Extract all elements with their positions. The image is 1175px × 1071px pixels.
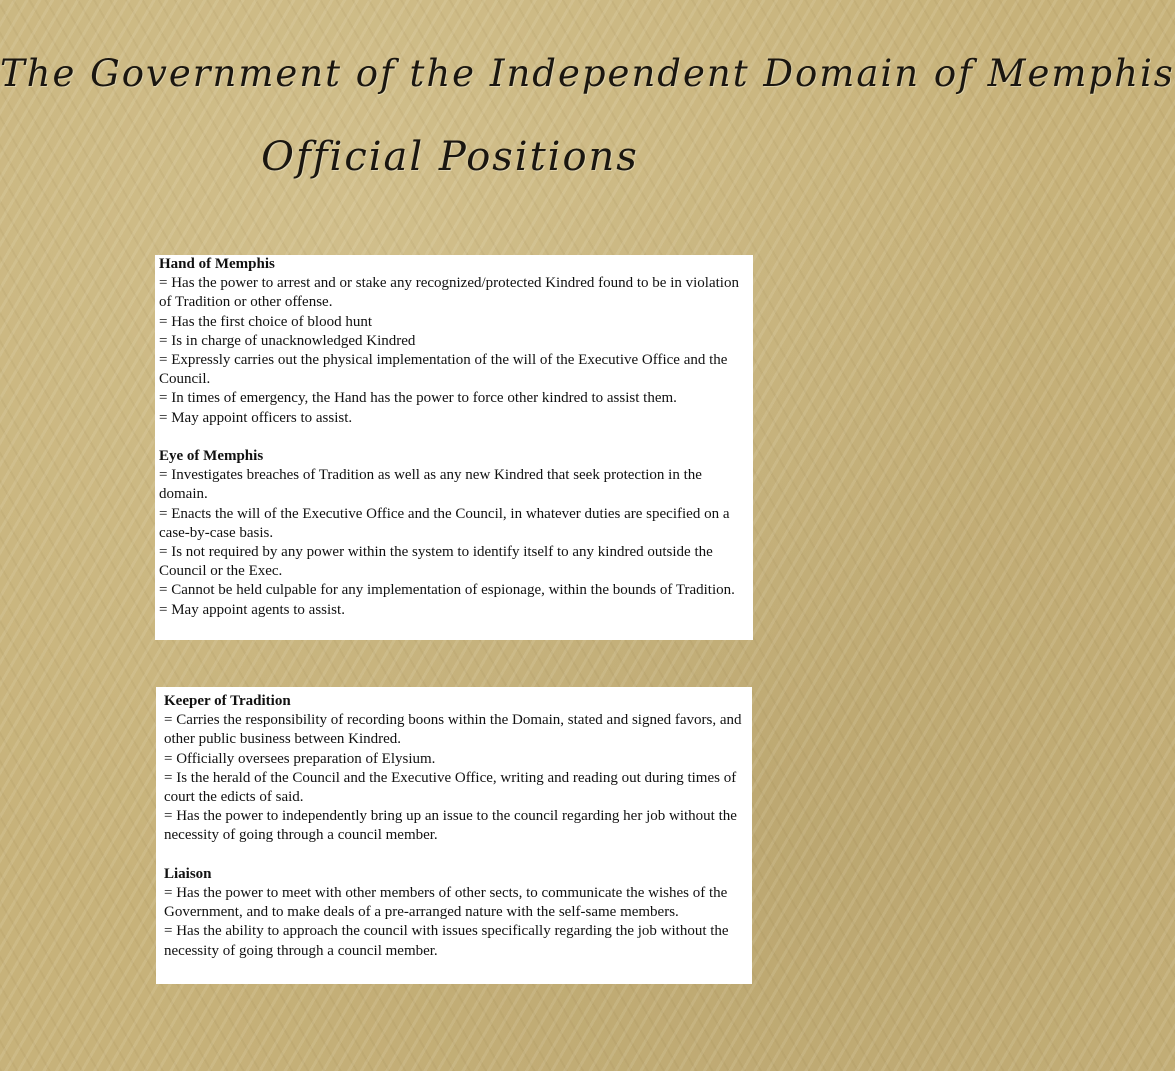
section-heading: Keeper of Tradition <box>164 693 291 709</box>
duty-item: = Is not required by any power within the system to identify itself to any kindred outside the Council or the Exec. <box>159 544 713 580</box>
duty-item: = Has the ability to approach the council with issues specifically regarding the job without the necessity of going through a council member. <box>164 923 729 959</box>
duty-item: = Is in charge of unacknowledged Kindred <box>159 332 416 349</box>
duty-item: = May appoint officers to assist. <box>159 409 353 426</box>
duty-item: = Has the power to independently bring up an issue to the council regarding her job without the necessity of going through a council member. <box>164 808 737 844</box>
duty-item: = Investigates breaches of Tradition as well as any new Kindred that seek protection in the domain. <box>159 467 702 503</box>
duty-item: = Cannot be held culpable for any implementation of espionage, within the bounds of Tradition. <box>159 582 735 599</box>
section-liaison <box>164 865 748 961</box>
section-heading: Liaison <box>164 865 212 882</box>
section-keeper-of-tradition <box>164 692 748 846</box>
duty-item: = Has the power to meet with other members of other sects, to communicate the wishes of the Government, and to make deals of a pre-arranged nature with the self-same members. <box>164 885 728 921</box>
section-hand-of-memphis <box>159 255 751 428</box>
positions-panel-1 <box>155 255 753 640</box>
duty-item: = May appoint agents to assist. <box>159 601 345 618</box>
duty-item: = Carries the responsibility of recording boons within the Domain, stated and signed favors, and other public business between Kindred. <box>164 712 742 748</box>
section-heading: Eye of Memphis <box>159 448 264 465</box>
duty-item: = Enacts the will of the Executive Office and the Council, in whatever duties are specified on a case-by-case basis. <box>159 505 730 541</box>
section-eye-of-memphis <box>159 447 751 620</box>
page-title: The Government of the Independent Domain of Memphis <box>0 52 1175 95</box>
duty-item: = Officially oversees preparation of Elysium. <box>164 750 436 767</box>
duty-item: = In times of emergency, the Hand has the power to force other kindred to assist them. <box>159 390 677 407</box>
positions-panel-2 <box>156 687 752 984</box>
page-subtitle: Official Positions <box>261 134 639 180</box>
duty-item: = Has the power to arrest and or stake any recognized/protected Kindred found to be in violation of Tradition or other offense. <box>159 275 739 311</box>
section-heading: Hand of Memphis <box>159 256 275 272</box>
duty-item: = Expressly carries out the physical implementation of the will of the Executive Office and the Council. <box>159 352 728 388</box>
duty-item: = Is the herald of the Council and the Executive Office, writing and reading out during times of court the edicts of said. <box>164 769 737 806</box>
duty-item: = Has the first choice of blood hunt <box>159 313 372 330</box>
